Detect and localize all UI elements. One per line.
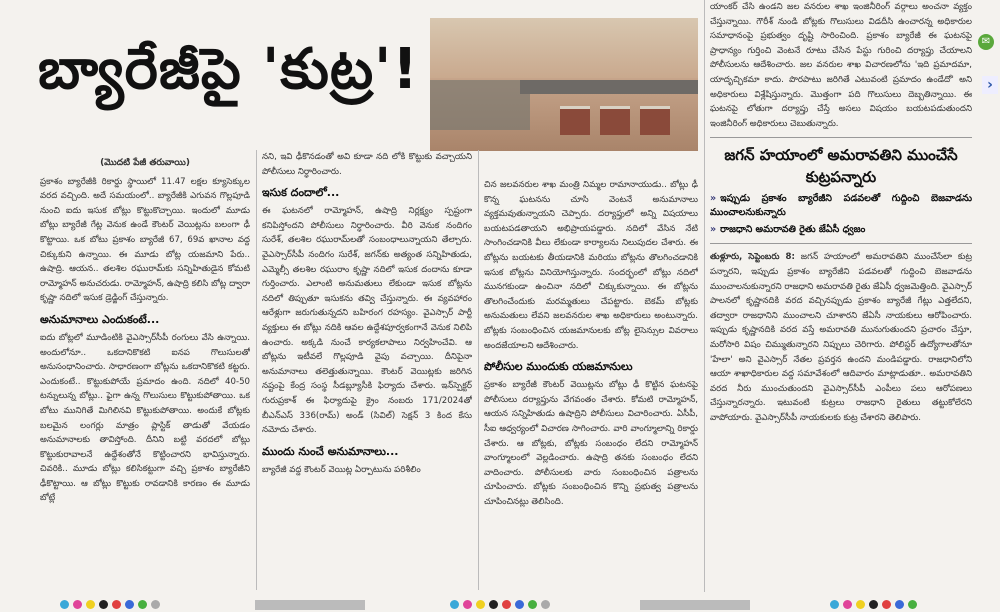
color-swatch	[502, 600, 511, 609]
color-bar	[60, 600, 160, 610]
color-swatch	[515, 600, 524, 609]
color-swatch	[541, 600, 550, 609]
color-swatch	[450, 600, 459, 609]
divider	[710, 137, 972, 138]
share-icon[interactable]: ✉	[978, 34, 994, 50]
bullet-point	[710, 223, 972, 237]
article-column-2	[262, 150, 472, 592]
color-swatch	[463, 600, 472, 609]
article-paragraph: ప్రకాశం బ్యారేజీ కౌంటర్ వెయిట్లను బోట్లు ఢీ కొట్టిన ఘటనపై పోలీసులు దర్యాప్తును వేగవంతం చేశారు. కోమటి రామ్మోహన్, ఆయన సన్నిహితుడు ఉషాద్రిని పోలీసులు విచారించారు. ఏసీపీ, సీఐ ఆధ్వర్యంలో విచారణ సాగించారు. వారి వాంగ్మూలాన్ని రికార్డు చేశారు. ఆ బోట్లకు, బోట్లకు సంబంధం లేదని రామ్మోహన్ వాంగ్మూలంలో వెల్లడించారు. ఉషాద్రి తనకు సంబంధం లేదని వాదించారు. పోలీసులకు వారు సంబంధించిన పత్రాలను చూపించారు. బోట్లకు సంబంధించిన కొన్ని ప్రభుత్వ పత్రాలను చూపించినట్లు తెలిసింది.	[484, 380, 698, 507]
color-swatch	[151, 600, 160, 609]
boat-shape	[560, 106, 590, 135]
color-bar	[450, 600, 550, 610]
dateline: తుళ్లూరు, సెప్టెంబరు 8:	[710, 252, 795, 263]
article-column-1	[40, 156, 250, 592]
subheading: పోలీసుల ముందుకు యజమానులు	[484, 360, 633, 374]
barrage-photo	[430, 18, 698, 151]
double-chevron-icon: »	[710, 224, 717, 236]
chevron-right-icon[interactable]: ›	[982, 76, 998, 94]
main-headline: బ్యారేజీపై 'కుట్ర'!	[38, 37, 419, 102]
color-swatch	[869, 600, 878, 609]
color-swatch	[856, 600, 865, 609]
color-swatch	[528, 600, 537, 609]
article-paragraph: బ్యారేజీ వద్ద కౌంటర్ వెయిట్ల ఏర్పాటును పరిశీలిం	[262, 464, 421, 475]
secondary-headline: జగన్ హయాంలో అమరావతిని ముంచేసే కుట్రపన్నారు	[724, 146, 958, 187]
color-swatch	[86, 600, 95, 609]
column-divider	[478, 150, 479, 590]
boat-shape	[640, 106, 670, 135]
article-paragraph: ప్రకాశం బ్యారేజీకి రికార్డు స్థాయిలో 11.47 లక్షల క్యూసెక్కుల వరద వచ్చింది. అదే సమయంలో.. బ్యారేజీకి ఎగువన గొల్లపూడి నుంచి ఐదు ఇసుక బోట్లు కొట్టుకొచ్చాయి. ఇందులో మూడు బోట్లు బ్యారేజీ గేట్ల వెనుక ఉండే కౌంటర్ వెయిట్లను బలంగా ఢీ కొట్టాయి. ఒక బోటు ప్రకాశం బ్యారేజీ 67, 69వ ఖానాల వద్ద చిక్కుకుని ఉన్నాయి. ఈ మూడు బోట్ల యజమాని పేరు.. ఉషాద్రి. ఆయన.. తలశిల రఘురామ్‌కు సన్నిహితుడైన కోమటి రామ్మోహన్ అనుచరుడు. రామ్మోహన్, ఉషాద్రి కలిసి బోట్ల ద్వారా కృష్ణా నదిలో ఇసుక డ్రెడ్జింగ్ చేస్తున్నారు.	[40, 176, 250, 304]
color-swatch	[830, 600, 839, 609]
color-swatch	[125, 600, 134, 609]
column-divider	[704, 0, 705, 592]
color-swatch	[908, 600, 917, 609]
color-bar	[830, 600, 917, 610]
color-swatch	[112, 600, 121, 609]
color-swatch	[489, 600, 498, 609]
color-swatch	[843, 600, 852, 609]
bullet-text: రాజధాని అమరావతి రైతు జేఏసీ ధ్వజం	[720, 224, 866, 236]
article-paragraph: చిన జలవనరుల శాఖ మంత్రి నిమ్మల రామానాయుడు.. బోట్లు ఢీ కొన్న ఘటనను చూసి వెంటనే అనుమానాలు వ్యక్తమవుతున్నాయని చెప్పారు. దర్యాప్తులో అన్ని విషయాలు బయటపడతాయని అభిప్రాయపడ్డారు. నదిలో వేసిన నేటి సాంగించడానికి వీలు లేకుండా కార్యాలను నిలుపుదల చేశారు. ఈ బోట్లను బయటకు తీయడానికి మరియు బోట్లను తొలగించడానికి ఇసుక బోట్లను వినియోగిస్తున్నారు. సందర్భంలో బోట్లు నదిలో మునగకుండా ఉంచినా నదిలో చిక్కుకున్నాయి. ఈ బోట్లను తొలగించేందుకు మరమ్మతులు చేపట్టారు. బెకమ్ బోట్లకు అనుమతులు లేవని జలవనరుల శాఖ అధికారులు అంటున్నారు. బోట్లకు సంబంధించిన యజమానులకు బోట్ల లైసెన్సుల వివరాలు అందజేయాలని ఆదేశించారు.	[484, 180, 698, 351]
subheading: అనుమానాలు ఎందుకంటే...	[40, 312, 160, 326]
color-swatch	[882, 600, 891, 609]
bullet-point	[710, 192, 972, 220]
boat-shape	[600, 106, 630, 135]
color-swatch	[99, 600, 108, 609]
color-swatch	[60, 600, 69, 609]
article-column-4	[710, 0, 972, 592]
color-swatch	[895, 600, 904, 609]
barrage-wall	[520, 80, 698, 94]
article-column-3	[484, 178, 698, 592]
continued-note: (మొదటి పేజీ తరువాయి)	[100, 158, 190, 168]
double-chevron-icon: »	[710, 193, 717, 205]
bullet-text: ఇప్పుడు ప్రకాశం బ్యారేజీని పడవలతో గుద్దించి బెజవాడను ముంచాలనుకున్నారు	[710, 193, 972, 219]
color-swatch	[476, 600, 485, 609]
article-paragraph: ఐదు బోట్లలో మూడింటికి వైఎస్సార్‌సీపీ రంగులు వేసి ఉన్నాయి. అందులోనూ.. ఒకదానికొకటి ఐనప గొలుసులతో అనుసంధానించారు. సాధారణంగా బోట్లను ఒకదానికొకటి కట్టరు. ఎందుకంటే.. కొట్టుకుపోయే ప్రమాదం ఉంది. నదిలో 40-50 టన్నులున్న బోట్లు.. ఫైగా ఉన్న గొలుసులు కొట్టుకుపోతాయి. ఒక బోటు మునిగితే మిగిలినవి కొట్టుకుపోతాయి. అందుకే బోట్లకు బలమైన లంగర్లు మాత్రం ప్లాస్టిక్ తాడుతో వేయడం అనుమానాలకు తావిస్తోంది. దీనిని బట్టి వరదలో బోట్లు కొట్టుకురావాలనే ఉద్దేశంతోనే కొట్టించారని భావిస్తున్నారు. చివరికి.. మూడు బోట్లు కలిసికట్టుగా వచ్చి ప్రకాశం బ్యారేజీని ఢీకొట్టాయి. ఆ బోట్లు కొట్టుకు రావడానికి కారణం ఈ మూడు బోట్లే	[40, 332, 250, 504]
divider	[710, 243, 972, 244]
grey-bar	[255, 600, 365, 610]
article-paragraph: ఈ ఘటనలో రామ్మోహన్, ఉషాద్రి నిర్లక్ష్యం స్పష్టంగా కనిపిస్తోందని పోలీసులు నిర్ధారించారు. వీరి వెనుక నందిగం సురేశ్, తలశిల రఘురామ్‌లతో సంబంధాలున్నాయని తేల్చారు. వైఎస్సార్‌సీపీ నందిగం సురేశ్, జగన్‌కు అత్యంత సన్నిహితుడు, ఎమ్మెల్సీ తలశిల రఘురాం కృష్ణా నదిలో ఇసుక దందాను కూడా గుర్తించారు. ఎలాంటి అనుమతులు లేకుండా ఇసుక బోట్లను నదిలో తిప్పుతూ ఇసుకను తవ్వి చేస్తున్నారు. ఈ వ్యవహారం ఆరేళ్లుగా జరుగుతున్నదని బహిరంగ రహస్యం. వైఎస్సార్ పార్టీ వ్యక్తులు ఈ బోట్లు నదికి ఆవల ఉద్దేశపూర్వకంగానే వెనుక నిలిపి ఉంచారు. అక్కడి నుంచే కార్యకలాపాలు నిర్వహించేవి. ఆ బోట్లను ఇటీవలే గొల్లపూడి వైపు వచ్చాయి. దీనిపైనా అనుమానాలు తలెత్తుతున్నాయి. కౌంటర్ వెయిట్లకు జరిగిన నష్టంపై కేంద్ర సంస్థ సీడబ్ల్యూసీకి ఫిర్యాదు చేశారు. ఇన్‌స్పెక్టర్ గురుప్రకాశ్ ఈ ఫిర్యాదుపై క్రైం నంబరు 171/2024తో బీఎన్ఎస్ 336(రామ్) అండ్ (సివిల్) సెక్షన్ 3 కింద కేసు నమోదు చేశారు.	[262, 206, 472, 436]
subheading: ఇసుక దందాలో...	[262, 186, 340, 200]
subheading: ముందు నుంచే అనుమానాలు...	[262, 444, 399, 458]
dock-structure	[430, 80, 530, 130]
column-divider	[256, 150, 257, 590]
color-swatch	[138, 600, 147, 609]
grey-bar	[640, 600, 750, 610]
paragraph-text: జగన్ హయాంలో అమరావతిని ముంచేసేలా కుట్ర పన్నారని, ఇప్పుడు ప్రకాశం బ్యారేజీని పడవలతో గుద్దించి బెజవాడను ముంచాలనుకున్నారని రాజధాని అమరావతి రైతు జేఏసీ ధ్వజమెత్తింది. వైఎస్సార్ పాలనలో కృష్ణానదికి వరద వచ్చినప్పుడు ప్రకాశం బ్యారేజీ గేట్లు ఎత్తలేదని, తద్వారా రాజధానిని ముంచాలని చూశారని జేఏసీ నాయకులు ఆరోపించారు. ఇప్పుడు కృష్ణానదికి వరద వస్తే అమరావతి మునుగుతుందని ప్రచారం చేస్తూ, మరోసారి విషం చిమ్ముతున్నారని నిప్పులు చెరిగారు. పోలిస్టర్ ఉద్యోగాలతోనూ 'హేలా' అని వైఎస్సార్ నేతల ప్రవర్తన ఉందని మండిపడ్డారు. రాజధానిలోని ఆయా శాఖాధికారుల వద్ద సమావేశంలో ఆదివారం మాట్లాడుతూ.. అమరావతిని వరద నీరు ముంచుతుందని వైఎస్సార్‌సీపీ ఎంపీలు పలు ఆరోపణలు చేస్తున్నారన్నారు. ఇటువంటి కుట్రలు రాజధాని రైతులు తట్టుకోలేరని వాపోయారు. వైఎస్సార్‌సీపీ నాయకులకు కుట్ర చేశారని తెలిపారు.	[710, 252, 972, 423]
article-paragraph	[710, 250, 972, 425]
article-paragraph: యాంకర్ చేసి ఉండని జల వనరుల శాఖ ఇంజినీరింగ్ వర్గాలు అంచనా వ్యక్తం చేస్తున్నాయి. గౌరీశ్ నుండి బోట్లకు గొలుసులు విడదీసి ఉంచారన్న అధికారుల సమాధానంపై ప్రభుత్వం దృష్టి సారించింది. ప్రకాశం బ్యారేజీ ఈ ఘటనపై ప్రాధాన్యం గుర్తించి వెంటనే రూటు చేసిన పేస్టు గురించి దర్యాప్తు చేయాలని పోలీసులను ఆదేశించారు. జల వనరుల శాఖ విచారణలోను 'ఇది ప్రమాదమా, యాదృచ్ఛికమా కాదు. పొరపాటు జరిగితే ఎటువంటి ప్రమాదం ఉండేదో' అని అధికారులు విశ్లేషిస్తున్నారు. మొత్తంగా పది గొలుసులు దెబ్బతిన్నాయి. ఈ ఘటనపై లోతుగా దర్యాప్తు చేస్తే అసలు విషయం బయటపడుతుందని ఇంజినీరింగ్ అధికారులు చెబుతున్నారు.	[710, 2, 972, 129]
color-swatch	[73, 600, 82, 609]
article-paragraph: నని, ఇవి ఢీకొనడంతో అవి కూడా నది లోకి కొట్టుకు వచ్చాయని పోలీసులు నిర్ధారించారు.	[262, 152, 472, 177]
